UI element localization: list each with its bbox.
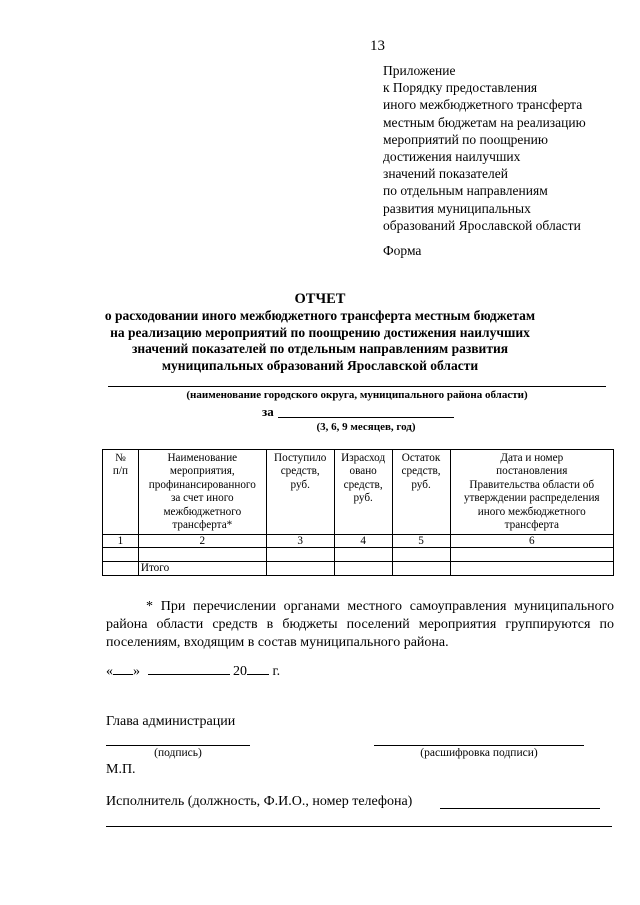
table-cell <box>103 548 139 562</box>
appendix-line: местным бюджетам на реализацию <box>383 114 586 130</box>
table-cell <box>334 548 392 562</box>
table-cell <box>266 562 334 576</box>
footnote <box>106 598 614 651</box>
table-row <box>103 548 614 562</box>
executor-line <box>440 808 600 809</box>
header-activity-name: Наименование мероприятия, профинансированного за счет иного межбюджетного трансферта* <box>138 450 266 535</box>
header-number: № п/п <box>103 450 139 535</box>
appendix-line: иного межбюджетного трансферта <box>383 97 583 113</box>
column-number: 5 <box>392 535 450 548</box>
report-subtitle-line: о расходовании иного межбюджетного трансферта местным бюджетам <box>104 308 536 323</box>
appendix-line: достижения наилучших <box>383 149 521 165</box>
column-number: 6 <box>450 535 613 548</box>
page-number: 13 <box>370 38 385 54</box>
table-cell <box>103 562 139 576</box>
municipality-name-line <box>108 386 606 387</box>
report-title-block <box>100 290 540 374</box>
period-prefix: за <box>262 404 274 419</box>
appendix-line: по отдельным направлениям <box>383 183 548 199</box>
executor-label: Исполнитель (должность, Ф.И.О., номер телефона) <box>106 794 413 809</box>
table-header-row <box>103 450 614 535</box>
total-label: Итого <box>138 562 266 576</box>
executor-line-continued <box>106 826 612 827</box>
column-number: 4 <box>334 535 392 548</box>
period-line <box>278 417 454 418</box>
report-subtitle-line: муниципальных образований Ярославской области <box>161 357 479 373</box>
appendix-line: значений показателей <box>383 166 508 182</box>
date-line: « » 20 г. <box>106 664 281 679</box>
table-cell <box>392 548 450 562</box>
table-cell <box>138 548 266 562</box>
header-spent: Израсход овано средств, руб. <box>334 450 392 535</box>
total-row <box>103 562 614 576</box>
column-number-row <box>103 535 614 548</box>
decoding-caption: (расшифровка подписи) <box>420 747 538 759</box>
appendix-line: мероприятий по поощрению <box>383 131 548 147</box>
seal-label: М.П. <box>106 762 136 777</box>
appendix-line: к Порядку предоставления <box>383 80 538 96</box>
column-number: 3 <box>266 535 334 548</box>
table-cell <box>450 562 613 576</box>
appendix-line: образований Ярославской области <box>383 217 581 233</box>
table-cell <box>450 548 613 562</box>
appendix-block <box>383 62 628 234</box>
table-cell <box>392 562 450 576</box>
report-table <box>102 449 614 576</box>
head-of-administration-label: Глава администрации <box>106 714 236 729</box>
footnote-marker: * <box>146 599 153 614</box>
period-caption: (3, 6, 9 месяцев, год) <box>316 421 416 433</box>
header-balance: Остаток средств, руб. <box>392 450 450 535</box>
appendix-line: Приложение <box>383 63 456 78</box>
decoding-line <box>374 745 584 746</box>
report-title: ОТЧЕТ <box>294 291 346 307</box>
report-subtitle-line: на реализацию мероприятий по поощрению достижения наилучших <box>110 324 530 340</box>
header-resolution: Дата и номер постановления Правительства области об утверждении распределения иного межбюджетного трансферта <box>450 450 613 535</box>
footnote-text: При перечислении органами местного самоуправления муниципального района области средств в бюджеты поселений мероприятия группируются по поселениям, входящим в состав муниципального района. <box>106 599 614 650</box>
column-number: 1 <box>103 535 139 548</box>
table-cell <box>334 562 392 576</box>
report-subtitle-line: значений показателей по отдельным направлениям развития <box>131 341 509 357</box>
appendix-line: развития муниципальных <box>383 200 531 216</box>
municipality-name-caption: (наименование городского округа, муниципального района области) <box>186 389 528 401</box>
column-number: 2 <box>138 535 266 548</box>
form-label: Форма <box>383 243 422 258</box>
header-received: Поступило средств, руб. <box>266 450 334 535</box>
signature-caption: (подпись) <box>154 747 202 759</box>
signature-line <box>106 745 250 746</box>
table-cell <box>266 548 334 562</box>
